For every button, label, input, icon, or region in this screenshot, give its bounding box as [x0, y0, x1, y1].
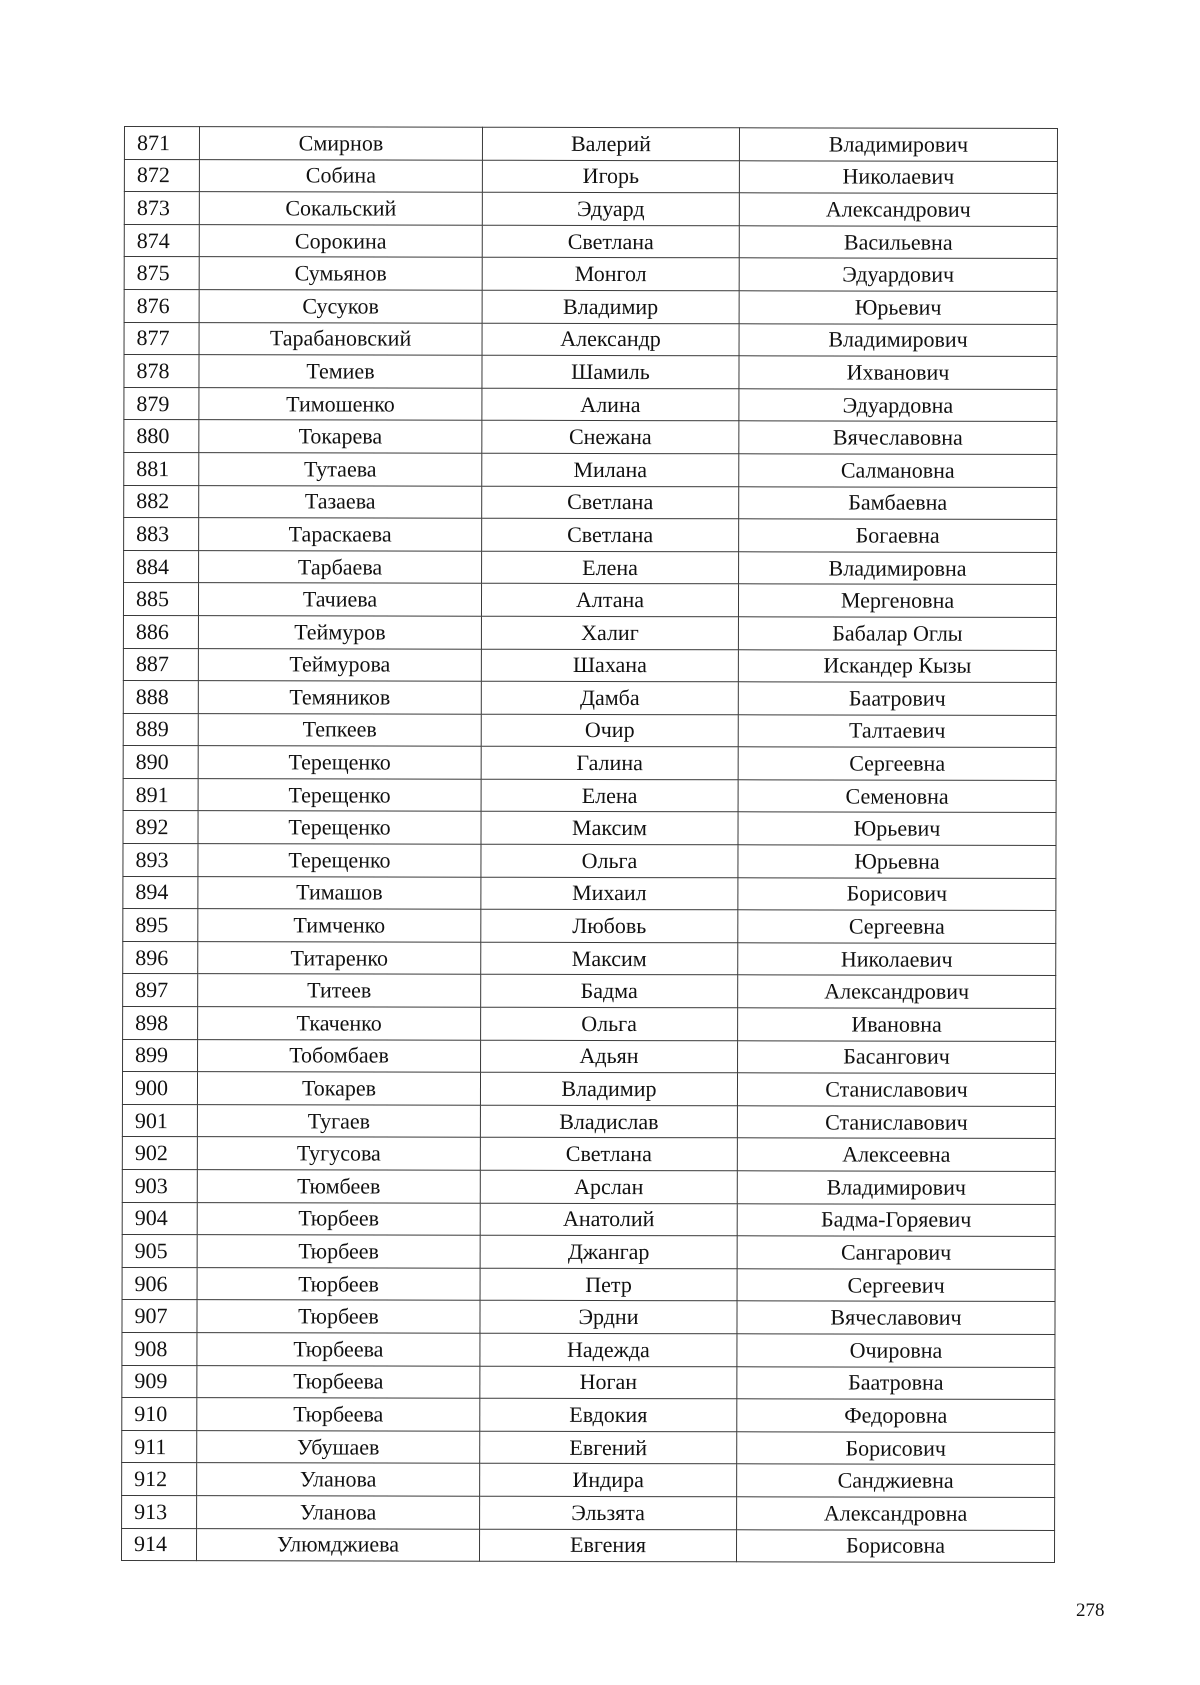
patronymic-cell: Баатровна — [737, 1366, 1055, 1399]
first-name-cell: Эльзята — [480, 1496, 737, 1529]
patronymic-cell: Сангарович — [737, 1236, 1055, 1269]
roster-table — [121, 126, 1058, 1563]
row-number-cell: 900 — [122, 1072, 197, 1105]
first-name-cell: Максим — [481, 942, 738, 975]
patronymic-cell: Алексеевна — [737, 1138, 1055, 1171]
patronymic-cell: Юрьевна — [738, 845, 1056, 878]
last-name-cell: Тюрбеева — [197, 1365, 480, 1398]
row-number-cell: 892 — [123, 811, 198, 844]
first-name-cell: Елена — [481, 779, 738, 812]
table-row — [124, 257, 1057, 292]
row-number-cell: 907 — [122, 1300, 197, 1333]
first-name-cell: Снежана — [482, 421, 739, 454]
patronymic-cell: Богаевна — [739, 519, 1057, 552]
last-name-cell: Тачиева — [198, 583, 481, 616]
first-name-cell: Ольга — [481, 844, 738, 877]
first-name-cell: Галина — [481, 747, 738, 780]
row-number-cell: 873 — [124, 192, 199, 225]
patronymic-cell: Искандер Кызы — [738, 649, 1056, 682]
table-row — [124, 159, 1057, 194]
row-number-cell: 876 — [124, 289, 199, 322]
first-name-cell: Шамиль — [482, 355, 739, 388]
last-name-cell: Смирнов — [199, 127, 482, 160]
first-name-cell: Светлана — [480, 1138, 737, 1171]
patronymic-cell: Ихванович — [739, 356, 1057, 389]
last-name-cell: Темиев — [199, 355, 482, 388]
row-number-cell: 885 — [123, 583, 198, 616]
last-name-cell: Тимченко — [198, 909, 481, 942]
row-number-cell: 894 — [123, 876, 198, 909]
last-name-cell: Тимошенко — [199, 387, 482, 420]
row-number-cell: 903 — [122, 1169, 197, 1202]
patronymic-cell: Александрович — [739, 193, 1057, 226]
last-name-cell: Тюрбеева — [197, 1333, 480, 1366]
table-row — [124, 224, 1057, 259]
patronymic-cell: Владимирович — [739, 128, 1057, 161]
last-name-cell: Тугусова — [197, 1137, 480, 1170]
first-name-cell: Эрдни — [480, 1301, 737, 1334]
table-row — [122, 1137, 1055, 1172]
first-name-cell: Игорь — [482, 160, 739, 193]
last-name-cell: Токарева — [199, 420, 482, 453]
first-name-cell: Светлана — [482, 518, 739, 551]
first-name-cell: Ольга — [481, 1007, 738, 1040]
table-row — [123, 583, 1056, 618]
row-number-cell: 906 — [122, 1267, 197, 1300]
first-name-cell: Очир — [481, 714, 738, 747]
row-number-cell: 905 — [122, 1235, 197, 1268]
row-number-cell: 877 — [124, 322, 199, 355]
row-number-cell: 890 — [123, 746, 198, 779]
patronymic-cell: Сергеевич — [737, 1269, 1055, 1302]
patronymic-cell: Санджиевна — [737, 1464, 1055, 1497]
row-number-cell: 912 — [122, 1463, 197, 1496]
first-name-cell: Евгений — [480, 1431, 737, 1464]
patronymic-cell: Семеновна — [738, 780, 1056, 813]
last-name-cell: Токарев — [197, 1072, 480, 1105]
row-number-cell: 889 — [123, 713, 198, 746]
patronymic-cell: Салмановна — [739, 454, 1057, 487]
row-number-cell: 875 — [124, 257, 199, 290]
row-number-cell: 884 — [124, 550, 199, 583]
first-name-cell: Шахана — [481, 649, 738, 682]
patronymic-cell: Александровна — [737, 1497, 1055, 1530]
patronymic-cell: Эдуардовна — [739, 389, 1057, 422]
row-number-cell: 871 — [124, 127, 199, 160]
first-name-cell: Светлана — [482, 225, 739, 258]
first-name-cell: Халиг — [481, 616, 738, 649]
patronymic-cell: Владимирович — [737, 1171, 1055, 1204]
table-row — [124, 387, 1057, 422]
patronymic-cell: Борисовна — [736, 1529, 1054, 1562]
table-row — [123, 648, 1056, 683]
row-number-cell: 891 — [123, 778, 198, 811]
first-name-cell: Дамба — [481, 681, 738, 714]
last-name-cell: Теймурова — [198, 648, 481, 681]
first-name-cell: Эдуард — [482, 192, 739, 225]
first-name-cell: Бадма — [481, 975, 738, 1008]
last-name-cell: Титеев — [198, 974, 481, 1007]
table-row — [122, 1202, 1055, 1237]
patronymic-cell: Федоровна — [737, 1399, 1055, 1432]
first-name-cell: Анатолий — [480, 1203, 737, 1236]
last-name-cell: Сорокина — [199, 224, 482, 257]
last-name-cell: Титаренко — [198, 942, 481, 975]
row-number-cell: 914 — [121, 1528, 196, 1561]
patronymic-cell: Талтаевич — [738, 714, 1056, 747]
last-name-cell: Теймуров — [198, 616, 481, 649]
row-number-cell: 872 — [124, 159, 199, 192]
table-row — [123, 778, 1056, 813]
patronymic-cell: Вячеславович — [737, 1301, 1055, 1334]
last-name-cell: Темяников — [198, 681, 481, 714]
table-row — [123, 1039, 1056, 1074]
patronymic-cell: Николаевич — [739, 160, 1057, 193]
table-row — [122, 1398, 1055, 1433]
patronymic-cell: Ивановна — [738, 1008, 1056, 1041]
table-row — [124, 192, 1057, 227]
patronymic-cell: Борисович — [738, 877, 1056, 910]
last-name-cell: Тутаева — [199, 453, 482, 486]
row-number-cell: 899 — [123, 1039, 198, 1072]
patronymic-cell: Владимирович — [739, 323, 1057, 356]
patronymic-cell: Очировна — [737, 1334, 1055, 1367]
patronymic-cell: Борисович — [737, 1432, 1055, 1465]
row-number-cell: 911 — [122, 1430, 197, 1463]
patronymic-cell: Станиславович — [737, 1106, 1055, 1139]
row-number-cell: 904 — [122, 1202, 197, 1235]
last-name-cell: Тюрбеев — [197, 1235, 480, 1268]
first-name-cell: Елена — [482, 551, 739, 584]
table-row — [124, 550, 1057, 585]
last-name-cell: Тарабановский — [199, 322, 482, 355]
table-row — [124, 485, 1057, 520]
table-row — [122, 1267, 1055, 1302]
row-number-cell: 896 — [123, 941, 198, 974]
first-name-cell: Владимир — [482, 290, 739, 323]
first-name-cell: Максим — [481, 812, 738, 845]
first-name-cell: Монгол — [482, 258, 739, 291]
row-number-cell: 893 — [123, 844, 198, 877]
last-name-cell: Тарбаева — [199, 550, 482, 583]
first-name-cell: Индира — [480, 1464, 737, 1497]
row-number-cell: 902 — [122, 1137, 197, 1170]
first-name-cell: Владимир — [480, 1072, 737, 1105]
last-name-cell: Терещенко — [198, 746, 481, 779]
first-name-cell: Адьян — [481, 1040, 738, 1073]
first-name-cell: Валерий — [482, 127, 739, 160]
roster-table-body — [121, 127, 1057, 1563]
table-row — [123, 746, 1056, 781]
first-name-cell: Михаил — [481, 877, 738, 910]
row-number-cell: 895 — [123, 909, 198, 942]
last-name-cell: Сумьянов — [199, 257, 482, 290]
last-name-cell: Терещенко — [198, 844, 481, 877]
last-name-cell: Тюрбеева — [197, 1398, 480, 1431]
row-number-cell: 888 — [123, 681, 198, 714]
table-row — [122, 1463, 1055, 1498]
last-name-cell: Убушаев — [197, 1430, 480, 1463]
table-row — [123, 876, 1056, 911]
patronymic-cell: Владимировна — [739, 552, 1057, 585]
table-row — [123, 844, 1056, 879]
last-name-cell: Тараскаева — [199, 518, 482, 551]
last-name-cell: Тюмбеев — [197, 1170, 480, 1203]
table-row — [124, 355, 1057, 390]
row-number-cell: 886 — [123, 615, 198, 648]
patronymic-cell: Баатрович — [738, 682, 1056, 715]
last-name-cell: Тепкеев — [198, 713, 481, 746]
row-number-cell: 897 — [123, 974, 198, 1007]
patronymic-cell: Станиславович — [737, 1073, 1055, 1106]
table-row — [122, 1235, 1055, 1270]
patronymic-cell: Николаевич — [738, 943, 1056, 976]
table-row — [124, 322, 1057, 357]
last-name-cell: Сусуков — [199, 290, 482, 323]
patronymic-cell: Басангович — [738, 1040, 1056, 1073]
last-name-cell: Уланова — [197, 1496, 480, 1529]
row-number-cell: 913 — [122, 1495, 197, 1528]
row-number-cell: 879 — [124, 387, 199, 420]
table-row — [124, 452, 1057, 487]
last-name-cell: Тюрбеев — [197, 1202, 480, 1235]
last-name-cell: Улюмджиева — [196, 1528, 479, 1561]
first-name-cell: Надежда — [480, 1333, 737, 1366]
table-row — [122, 1072, 1055, 1107]
patronymic-cell: Бадма-Горяевич — [737, 1203, 1055, 1236]
row-number-cell: 883 — [124, 518, 199, 551]
table-row — [123, 909, 1056, 944]
table-row — [124, 127, 1057, 162]
last-name-cell: Тобомбаев — [198, 1039, 481, 1072]
first-name-cell: Алина — [482, 388, 739, 421]
row-number-cell: 874 — [124, 224, 199, 257]
table-row — [123, 974, 1056, 1009]
table-row — [122, 1104, 1055, 1139]
first-name-cell: Александр — [482, 323, 739, 356]
table-row — [123, 615, 1056, 650]
patronymic-cell: Сергеевна — [738, 747, 1056, 780]
table-row — [122, 1300, 1055, 1335]
first-name-cell: Владислав — [480, 1105, 737, 1138]
table-row — [123, 1007, 1056, 1042]
page-number: 278 — [1076, 1600, 1105, 1621]
patronymic-cell: Эдуардович — [739, 258, 1057, 291]
patronymic-cell: Мергеновна — [738, 584, 1056, 617]
table-row — [124, 420, 1057, 455]
table-row — [124, 289, 1057, 324]
row-number-cell: 878 — [124, 355, 199, 388]
first-name-cell: Джангар — [480, 1235, 737, 1268]
table-row — [122, 1430, 1055, 1465]
patronymic-cell: Юрьевич — [739, 291, 1057, 324]
last-name-cell: Тюрбеев — [197, 1300, 480, 1333]
row-number-cell: 887 — [123, 648, 198, 681]
table-row — [123, 681, 1056, 716]
first-name-cell: Петр — [480, 1268, 737, 1301]
first-name-cell: Милана — [482, 453, 739, 486]
last-name-cell: Тазаева — [199, 485, 482, 518]
patronymic-cell: Сергеевна — [738, 910, 1056, 943]
row-number-cell: 910 — [122, 1398, 197, 1431]
first-name-cell: Любовь — [481, 909, 738, 942]
last-name-cell: Собина — [199, 159, 482, 192]
row-number-cell: 901 — [122, 1104, 197, 1137]
last-name-cell: Уланова — [197, 1463, 480, 1496]
table-row — [123, 941, 1056, 976]
table-row — [122, 1169, 1055, 1204]
row-number-cell: 909 — [122, 1365, 197, 1398]
last-name-cell: Терещенко — [198, 779, 481, 812]
table-row — [123, 713, 1056, 748]
first-name-cell: Арслан — [480, 1170, 737, 1203]
first-name-cell: Евдокия — [480, 1398, 737, 1431]
first-name-cell: Светлана — [482, 486, 739, 519]
table-row — [122, 1495, 1055, 1530]
first-name-cell: Ноган — [480, 1366, 737, 1399]
table-row — [123, 811, 1056, 846]
table-row — [121, 1528, 1054, 1563]
row-number-cell: 880 — [124, 420, 199, 453]
first-name-cell: Алтана — [481, 584, 738, 617]
patronymic-cell: Юрьевич — [738, 812, 1056, 845]
table-row — [124, 518, 1057, 553]
patronymic-cell: Бабалар Оглы — [738, 617, 1056, 650]
row-number-cell: 898 — [123, 1007, 198, 1040]
row-number-cell: 908 — [122, 1332, 197, 1365]
first-name-cell: Евгения — [479, 1529, 736, 1562]
table-row — [122, 1365, 1055, 1400]
row-number-cell: 882 — [124, 485, 199, 518]
last-name-cell: Тимашов — [198, 876, 481, 909]
last-name-cell: Тугаев — [197, 1104, 480, 1137]
patronymic-cell: Васильевна — [739, 226, 1057, 259]
table-row — [122, 1332, 1055, 1367]
last-name-cell: Ткаченко — [198, 1007, 481, 1040]
last-name-cell: Сокальский — [199, 192, 482, 225]
patronymic-cell: Вячеславовна — [739, 421, 1057, 454]
row-number-cell: 881 — [124, 452, 199, 485]
patronymic-cell: Бамбаевна — [739, 486, 1057, 519]
last-name-cell: Терещенко — [198, 811, 481, 844]
patronymic-cell: Александрович — [738, 975, 1056, 1008]
last-name-cell: Тюрбеев — [197, 1267, 480, 1300]
